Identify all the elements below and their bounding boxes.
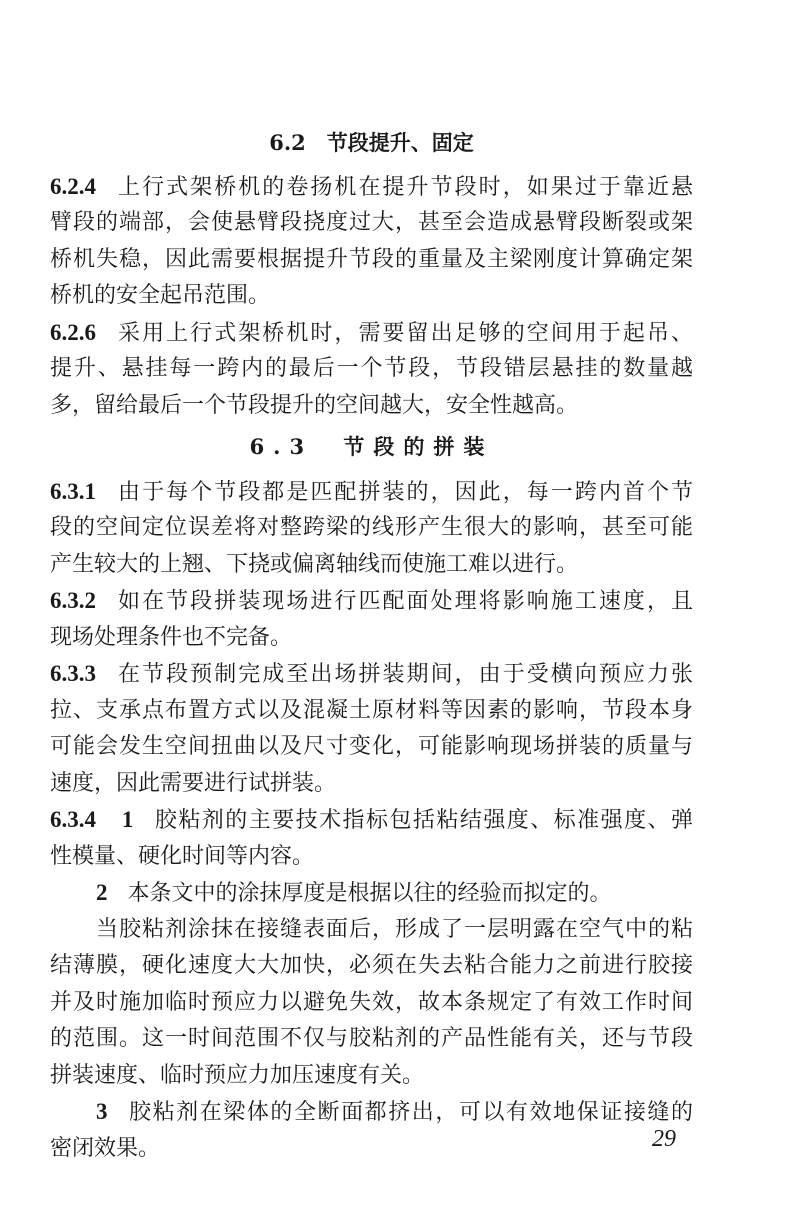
text-line	[50, 205, 693, 242]
clause-line	[50, 802, 693, 839]
line-text: 上行式架桥机的卷扬机在提升节段时，如果过于靠近悬	[116, 174, 693, 200]
clause-number: 6.3.1	[50, 478, 96, 504]
text-line	[50, 351, 693, 388]
line-text: 在节段预制完成至出场拼装期间，由于受横向预应力张	[116, 662, 693, 687]
text-line	[50, 912, 693, 949]
line-text: 性模量、硬化时间等内容。	[50, 843, 315, 869]
line-text: 臂段的端部，会使悬臂段挠度过大，甚至会造成悬臂段断裂或架	[50, 210, 693, 235]
line-text: 的范围。这一时间范围不仅与胶粘剂的产品性能有关，还与节段	[50, 1026, 693, 1051]
line-text: 速度，因此需要进行试拼装。	[50, 770, 337, 796]
text-line	[50, 510, 693, 547]
text-line	[50, 1058, 693, 1095]
text-line	[50, 278, 693, 315]
line-text: 本条文中的涂抹厚度是根据以往的经验而拟定的。	[127, 881, 612, 906]
line-text: 并及时施加临时预应力以避免失效，故本条规定了有效工作时间	[50, 989, 693, 1015]
line-text: 可能会发生空间扭曲以及尺寸变化，可能影响现场拼装的质量与	[50, 734, 693, 759]
line-text: 现场处理条件也不完备。	[50, 624, 293, 650]
line-text: 如在节段拼装现场进行匹配面处理将影响施工速度，且	[116, 589, 693, 614]
line-text: 产生较大的上翘、下挠或偏离轴线而使施工难以进行。	[50, 551, 579, 577]
clause-number: 6.3.4 1	[50, 807, 134, 832]
clause-number: 6.3.3	[50, 661, 96, 686]
text-line	[50, 729, 693, 766]
line-text: 结薄膜，硬化速度大大加快，必须在失去粘合能力之前进行胶接	[50, 953, 693, 978]
line-text: 段的空间定位误差将对整跨梁的线形产生很大的影响，甚至可能	[50, 515, 693, 540]
page-number: 29	[652, 1126, 676, 1152]
text-line	[50, 948, 693, 985]
clause-line	[50, 474, 693, 511]
section-heading: 6.3 节段的拼装	[249, 434, 494, 459]
line-text: 拉、支承点布置方式以及混凝土原材料等因素的影响，节段本身	[50, 697, 693, 723]
clause-line	[50, 875, 693, 912]
clause-line	[50, 1094, 693, 1131]
text-line	[50, 1131, 693, 1168]
line-text: 胶粘剂在梁体的全断面都挤出，可以有效地保证接缝的	[127, 1100, 693, 1125]
line-text: 拼装速度、临时预应力加压速度有关。	[50, 1062, 425, 1088]
text-line	[50, 242, 693, 279]
text-line	[50, 766, 693, 803]
clause-number: 2	[96, 880, 108, 905]
text-line	[50, 1021, 693, 1058]
document-page	[50, 125, 693, 1167]
line-text: 当胶粘剂涂抹在接缝表面后，形成了一层明露在空气中的粘	[96, 916, 693, 942]
line-text: 由于每个节段都是匹配拼装的，因此，每一跨内首个节	[116, 479, 693, 505]
clause-number: 6.2.4	[50, 173, 96, 199]
line-text: 多，留给最后一个节段提升的空间越大，安全性越高。	[50, 392, 579, 418]
line-text: 密闭效果。	[50, 1135, 161, 1161]
line-text: 采用上行式架桥机时，需要留出足够的空间用于起吊、	[116, 320, 693, 346]
line-text: 桥机的安全起吊范围。	[50, 283, 271, 308]
clause-number: 6.3.2	[50, 588, 96, 613]
text-line	[50, 547, 693, 584]
text-line	[50, 620, 693, 657]
clause-line	[50, 169, 693, 206]
line-text: 提升、悬挂每一跨内的最后一个节段，节段错层悬挂的数量越	[50, 356, 693, 381]
clause-line	[50, 315, 693, 352]
line-text: 桥机失稳，因此需要根据提升节段的重量及主梁刚度计算确定架	[50, 246, 693, 272]
text-line	[50, 388, 693, 425]
clause-number: 3	[96, 1099, 108, 1124]
text-line	[50, 839, 693, 876]
text-line	[50, 985, 693, 1022]
line-text: 胶粘剂的主要技术指标包括粘结强度、标准强度、弹	[153, 808, 693, 833]
clause-line	[50, 583, 693, 620]
clause-line	[50, 656, 693, 693]
clause-number: 6.2.6	[50, 319, 96, 345]
text-line	[50, 693, 693, 730]
section-heading: 6.2 节段提升、固定	[269, 130, 474, 155]
